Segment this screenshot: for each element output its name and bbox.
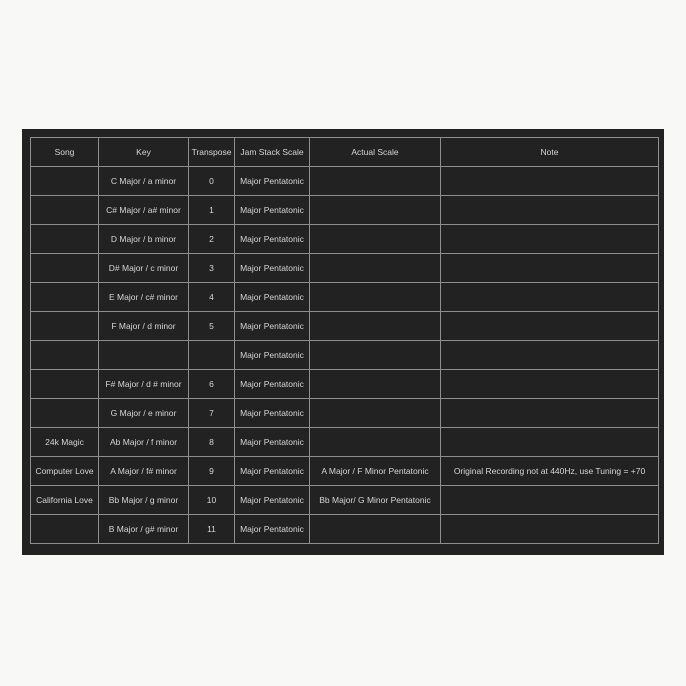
cell-song: Computer Love [31, 457, 99, 486]
table-row [31, 370, 659, 399]
table-row [31, 254, 659, 283]
cell-key [99, 341, 189, 370]
cell-actual-scale [310, 167, 441, 196]
cell-jam-stack-scale: Major Pentatonic [235, 283, 310, 312]
cell-note [441, 515, 659, 544]
cell-note [441, 486, 659, 515]
cell-actual-scale [310, 254, 441, 283]
table-row [31, 515, 659, 544]
cell-actual-scale [310, 312, 441, 341]
key-transpose-table [30, 137, 659, 544]
cell-note [441, 283, 659, 312]
table-row [31, 167, 659, 196]
cell-key: A Major / f# minor [99, 457, 189, 486]
cell-song [31, 399, 99, 428]
cell-jam-stack-scale: Major Pentatonic [235, 457, 310, 486]
cell-song [31, 167, 99, 196]
cell-song: 24k Magic [31, 428, 99, 457]
column-header-jam-stack-scale: Jam Stack Scale [235, 138, 310, 167]
cell-actual-scale [310, 370, 441, 399]
table-body [31, 167, 659, 544]
cell-key: F Major / d minor [99, 312, 189, 341]
cell-actual-scale [310, 283, 441, 312]
cell-jam-stack-scale: Major Pentatonic [235, 428, 310, 457]
table-row [31, 428, 659, 457]
cell-jam-stack-scale: Major Pentatonic [235, 167, 310, 196]
cell-key: C# Major / a# minor [99, 196, 189, 225]
cell-note [441, 428, 659, 457]
cell-actual-scale [310, 428, 441, 457]
cell-jam-stack-scale: Major Pentatonic [235, 370, 310, 399]
column-header-key: Key [99, 138, 189, 167]
cell-jam-stack-scale: Major Pentatonic [235, 225, 310, 254]
cell-note [441, 341, 659, 370]
cell-transpose: 3 [189, 254, 235, 283]
cell-note: Original Recording not at 440Hz, use Tuning = +70 [441, 457, 659, 486]
table-row [31, 225, 659, 254]
cell-song [31, 341, 99, 370]
cell-actual-scale [310, 225, 441, 254]
cell-note [441, 167, 659, 196]
cell-actual-scale: A Major / F Minor Pentatonic [310, 457, 441, 486]
cell-note [441, 399, 659, 428]
cell-song [31, 196, 99, 225]
cell-jam-stack-scale: Major Pentatonic [235, 312, 310, 341]
cell-transpose: 10 [189, 486, 235, 515]
cell-transpose: 8 [189, 428, 235, 457]
cell-note [441, 370, 659, 399]
cell-song [31, 370, 99, 399]
table-row [31, 196, 659, 225]
cell-transpose: 4 [189, 283, 235, 312]
cell-jam-stack-scale: Major Pentatonic [235, 399, 310, 428]
cell-transpose: 5 [189, 312, 235, 341]
cell-transpose: 0 [189, 167, 235, 196]
cell-actual-scale [310, 515, 441, 544]
cell-jam-stack-scale: Major Pentatonic [235, 196, 310, 225]
cell-song: California Love [31, 486, 99, 515]
cell-transpose: 1 [189, 196, 235, 225]
table-row [31, 341, 659, 370]
column-header-note: Note [441, 138, 659, 167]
cell-actual-scale [310, 341, 441, 370]
cell-transpose: 7 [189, 399, 235, 428]
cell-transpose [189, 341, 235, 370]
cell-transpose: 9 [189, 457, 235, 486]
cell-song [31, 225, 99, 254]
table-panel [22, 129, 664, 555]
cell-key: C Major / a minor [99, 167, 189, 196]
cell-song [31, 312, 99, 341]
cell-song [31, 283, 99, 312]
cell-key: G Major / e minor [99, 399, 189, 428]
cell-actual-scale: Bb Major/ G Minor Pentatonic [310, 486, 441, 515]
cell-jam-stack-scale: Major Pentatonic [235, 515, 310, 544]
cell-key: E Major / c# minor [99, 283, 189, 312]
cell-jam-stack-scale: Major Pentatonic [235, 341, 310, 370]
column-header-transpose: Transpose [189, 138, 235, 167]
cell-actual-scale [310, 196, 441, 225]
cell-transpose: 11 [189, 515, 235, 544]
cell-jam-stack-scale: Major Pentatonic [235, 254, 310, 283]
table-row [31, 312, 659, 341]
cell-note [441, 312, 659, 341]
cell-jam-stack-scale: Major Pentatonic [235, 486, 310, 515]
cell-key: D Major / b minor [99, 225, 189, 254]
cell-song [31, 515, 99, 544]
column-header-song: Song [31, 138, 99, 167]
cell-key: Bb Major / g minor [99, 486, 189, 515]
cell-key: B Major / g# minor [99, 515, 189, 544]
table-row [31, 486, 659, 515]
cell-key: F# Major / d # minor [99, 370, 189, 399]
table-row [31, 457, 659, 486]
column-header-actual-scale: Actual Scale [310, 138, 441, 167]
cell-note [441, 254, 659, 283]
cell-actual-scale [310, 399, 441, 428]
cell-key: D# Major / c minor [99, 254, 189, 283]
cell-note [441, 196, 659, 225]
cell-key: Ab Major / f minor [99, 428, 189, 457]
header-row [31, 138, 659, 167]
cell-note [441, 225, 659, 254]
cell-transpose: 2 [189, 225, 235, 254]
cell-song [31, 254, 99, 283]
cell-transpose: 6 [189, 370, 235, 399]
table-row [31, 399, 659, 428]
table-row [31, 283, 659, 312]
